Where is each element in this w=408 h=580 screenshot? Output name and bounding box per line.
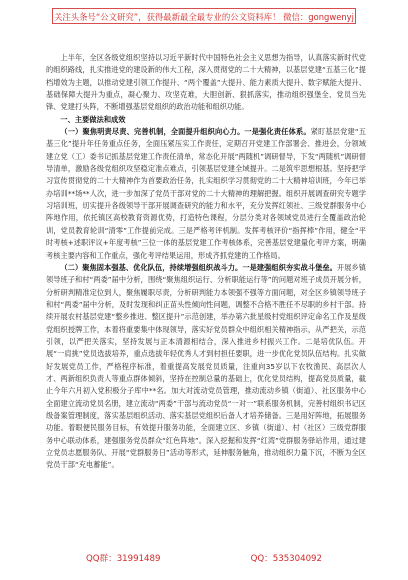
footer-qq-group: QQ群：31991489 — [86, 554, 161, 564]
paragraph — [46, 126, 366, 262]
paragraph — [46, 52, 366, 114]
paragraph-lead: （一）聚焦明责尽责、完善机制，全面提升组织向心力。一是强化责任体系。 — [60, 127, 311, 137]
paragraph-lead: （二）聚焦固本强基、优化队伍，持续增强组织战斗力。一是建强组织夯实战斗堡垒。 — [60, 262, 337, 272]
paragraph-text: 上半年，全区各级党组织坚持以习近平新时代中国特色社会主义思想为指导，认真落实新时代党的组织路线，扎实推进党的建设新的伟大工程，深入贯彻党的二十大精神，以基层党建“五基三化”提档增效为主题，以推动党建引领工作提升、“两个覆盖”大提升、能力素质大提升、数字赋能大提升、基础保障大提升为重点，凝心聚力、攻坚克难，大胆创新、狠抓落实，推动组织强堡全、党员当先锋、党建打头阵，不断增强基层党组织的政治功能和组织功能。 — [46, 53, 366, 112]
section-heading: 一、主要做法和成效 — [60, 114, 126, 124]
top-banner: 关注头条号“公文研究”，获得最新最全最专业的公文资料库！ 微信：gongwenyj — [52, 8, 356, 24]
paragraph — [46, 262, 366, 472]
paragraph-text: 开展乡镇领导班子和村“两委”届中分析，围绕“聚焦组织运行、分析职能运行等”的问题对班子成员开展分析，分析研判精准定位到人，聚焦履职尽责，分析研判能力本领强不强等方面问题，对全区乡镇领导班子和村“两委”届中分析，及时发现和纠正苗头性倾向性问题，调整不合格不胜任不尽职的乡村干部。持续开展农村基层党建“整乡推进、整区提升”示范创建，举办第六批星级村党组织评定命名工作及星级党组织授牌工作，本着将重要集中体现领导，落实好党员群众中组织相关精神指示，从严把关，示范引领，以严把关落实，坚持发展与正本清源相结合，深入推进乡村振兴工作。二是培优队伍。开展“一肩挑”党员选拔培养，重点选拔年轻优秀人才到村担任要职，进一步优化党员队伍结构。扎实做好发展党员工作，严格程序标准，着重提高发展党员质量，注重向35岁以下农牧渔民、高层次人才、两新组织负责人等重点群体倾斜，坚持在控制总量的基础上，优化党员结构，提高党员质量，截止今年六月初入党积极分子库中**名。加大对流动党员管理，推动流动乡镇（街道）、社区服务中心全面建立流动党员名册，建立流动“两委”干部与流动党员“一对一”联系服务机制，完善村组织书记区级备案管理制度，落实基层组织活动、落实基层党组织后备人才培养储备。三是用好阵地，拓展服务功能。着眼便民服务目标，有效提升服务功能，全面建立区、乡镇（街道）、村（社区）三级党群服务中心联动体系，建强服务党员群众“红色阵地”。深入挖掘和发挥“红湾”党群服务驿站作用，通过建立党员志愿服务队、开展“党群服务日”活动等形式，延伸服务触角，推动组织力量下沉，不断为全区党员干部“充电蓄能”。 — [46, 262, 366, 470]
document-body — [46, 52, 366, 544]
footer — [86, 552, 322, 566]
paragraph-text: 紧盯基层党建“五基三化”提升年任务重点任务，全面压紧压实工作责任，定期召开党建工作部署会、推进会，分领域建立党（工）委书记抓基层党建工作责任清单，常态化开展“两随机”调研督导，下发“两随机”调研督导清单，激励各级党组织攻坚稳定准点难点，引领基层党建全域提升。二是筑牢思想根基。坚持把学习宣传贯彻党的二十大精神作为首要政治任务，扎实组织学习贯彻党的二十大精神培训班，今年已举办培训**场**人次，进一步加深了党员干部对党的二十大精神的理解把握。组织开展调查研究专题学习培训班，切实提升各级领导干部开展调查研究的能力和水平，充分发挥红领社、三级党群服务中心阵地作用，依托镇区高校教育资源优势，打造特色课程，分层分类对各领域党员进行全覆盖政治轮训，党员教育轮训“清零”工作提前完成。三是严格考评机制。发挥考核评价“指挥棒”作用，健全“平时考核+述职评议+年度考核”三位一体的基层党建工作考核体系，完善基层党建量化考评方案，明确考核主要内容和工作重点，强化考评结果运用，形成齐抓党建的工作格局。 — [46, 127, 366, 260]
footer-qq: QQ：535304092 — [250, 554, 322, 564]
